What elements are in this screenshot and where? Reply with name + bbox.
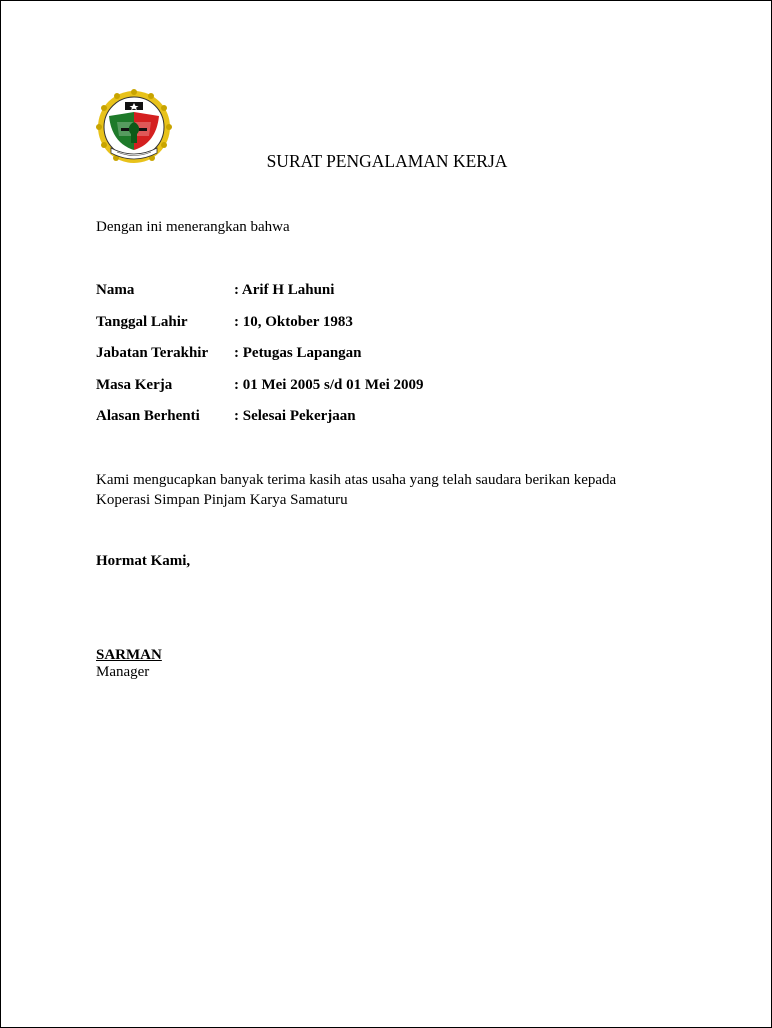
field-value: : 01 Mei 2005 s/d 01 Mei 2009 <box>234 377 424 393</box>
field-label: Tanggal Lahir <box>96 314 188 330</box>
field-value: : Selesai Pekerjaan <box>234 408 356 424</box>
document-title: SURAT PENGALAMAN KERJA <box>266 151 508 171</box>
field-value: : 10, Oktober 1983 <box>234 314 353 330</box>
field-label: Masa Kerja <box>96 377 173 393</box>
body-paragraph <box>96 471 696 510</box>
signer-role: Manager <box>96 664 150 680</box>
intro-text: Dengan ini menerangkan bahwa <box>96 219 290 235</box>
field-value: : Arif H Lahuni <box>234 282 335 298</box>
body-paragraph-line: Kami mengucapkan banyak terima kasih atas usaha yang telah saudara berikan kepada <box>96 472 617 488</box>
body-paragraph-line: Koperasi Simpan Pinjam Karya Samaturu <box>96 491 348 508</box>
closing-salutation: Hormat Kami, <box>96 553 191 569</box>
field-label: Jabatan Terakhir <box>96 345 209 361</box>
signer-name: SARMAN <box>96 647 162 663</box>
field-label: Alasan Berhenti <box>96 408 200 424</box>
field-value: : Petugas Lapangan <box>234 345 362 361</box>
field-label: Nama <box>96 282 135 298</box>
